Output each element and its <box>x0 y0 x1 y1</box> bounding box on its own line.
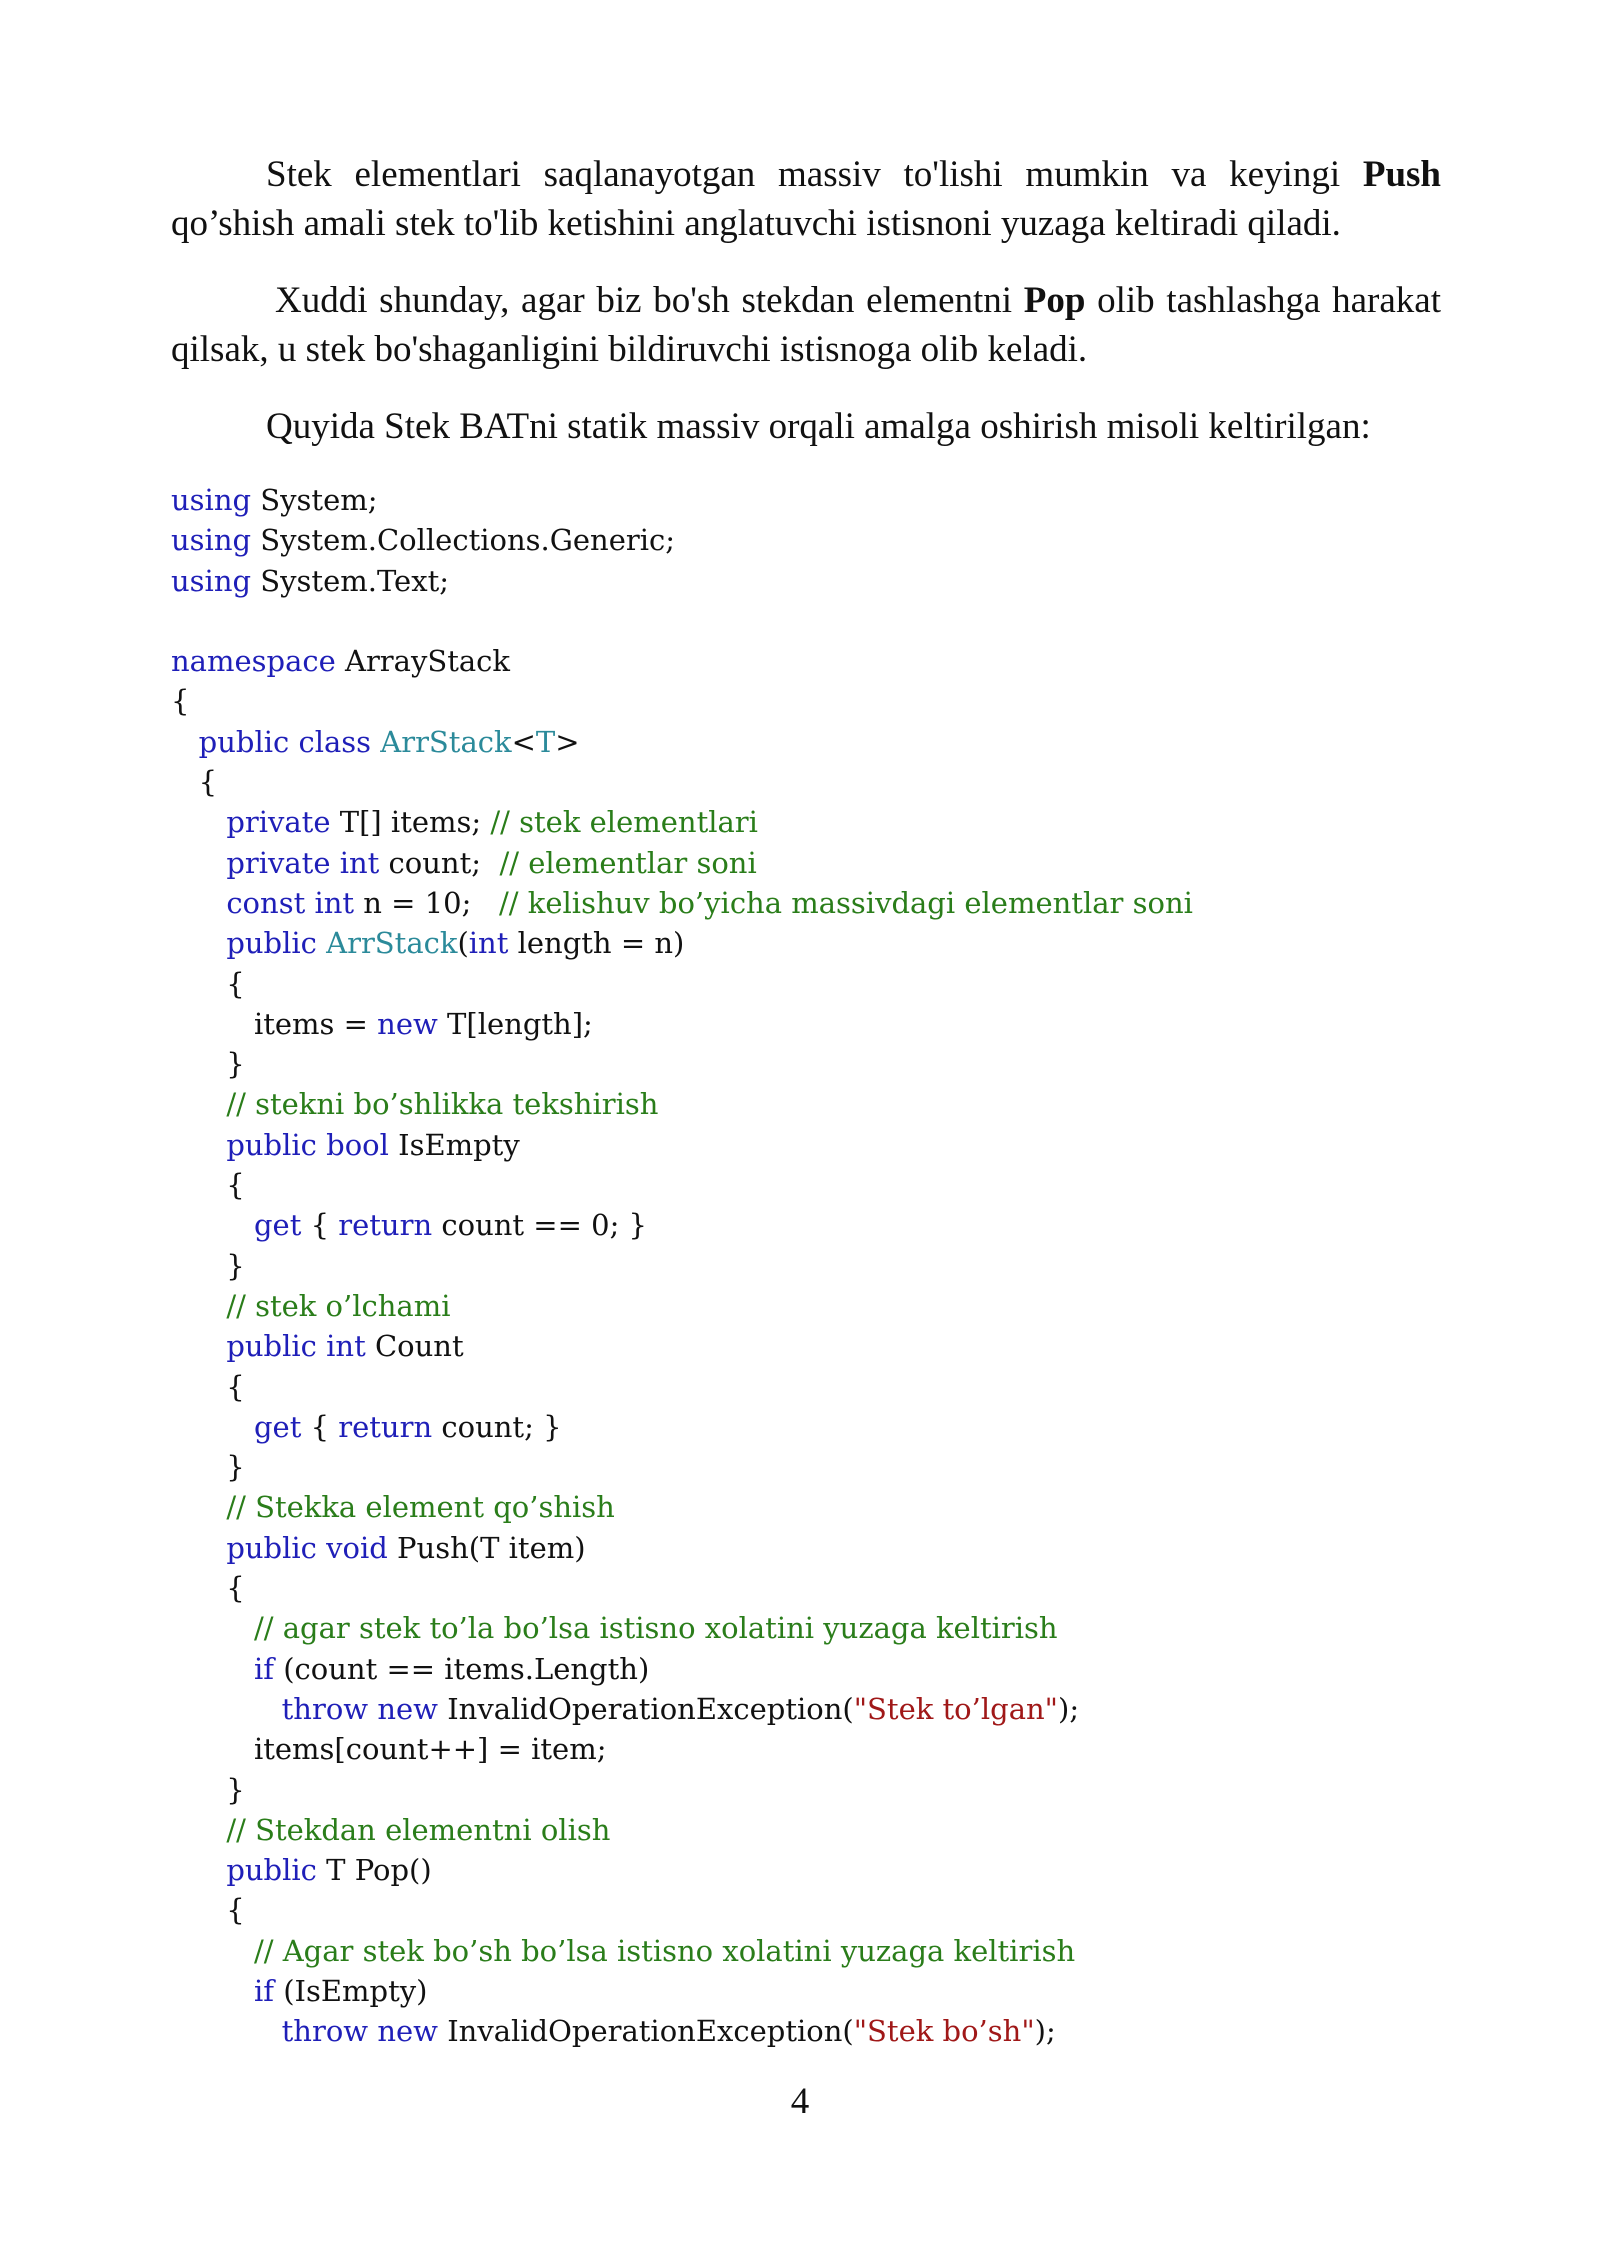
code-keyword: get <box>253 1208 302 1243</box>
code-text: (IsEmpty) <box>273 1973 428 2008</box>
code-line <box>171 1689 1471 1729</box>
code-text: System.Collections.Generic; <box>251 523 676 558</box>
code-keyword: using <box>171 563 252 598</box>
code-text <box>171 846 226 880</box>
code-keyword: if <box>253 1651 274 1686</box>
code-text: { <box>301 1208 339 1243</box>
bold-term-push: Push <box>1362 154 1441 195</box>
code-line <box>171 1528 1471 1568</box>
code-text: { <box>171 1571 245 1606</box>
code-text <box>171 1329 226 1363</box>
code-text: items = <box>171 1006 378 1041</box>
code-line <box>171 722 1471 762</box>
code-keyword: new <box>377 1006 438 1041</box>
code-text: count; } <box>432 1409 562 1444</box>
code-comment: // Stekka element qo’shish <box>226 1490 615 1525</box>
code-line <box>171 802 1471 842</box>
code-text <box>171 1289 226 1323</box>
code-keyword: return <box>338 1208 433 1243</box>
code-keyword: const int <box>226 885 355 920</box>
code-comment: // Agar stek bo’sh bo’lsa istisno xolatini yuzaga keltirish <box>253 1933 1076 1968</box>
code-text <box>171 1490 226 1524</box>
code-keyword: throw new <box>281 2014 438 2049</box>
code-keyword: public <box>226 1853 317 1888</box>
page-number: 4 <box>790 2081 810 2122</box>
code-line <box>171 1971 1471 2011</box>
code-text <box>317 926 326 960</box>
code-line <box>171 1931 1471 1971</box>
code-text: { <box>301 1409 339 1444</box>
code-text: { <box>171 684 190 719</box>
code-text: InvalidOperationException( <box>437 2014 854 2049</box>
code-text <box>171 1087 226 1121</box>
code-text <box>171 886 226 920</box>
paragraph-push-overflow <box>171 150 1441 248</box>
code-line <box>171 883 1471 923</box>
code-line <box>171 1165 1471 1205</box>
code-line <box>171 1890 1471 1930</box>
code-line <box>171 1044 1471 1084</box>
paragraph-text: Xuddi shunday, agar biz bo'sh stekdan elementni <box>275 280 1024 321</box>
code-text: (count == items.Length) <box>273 1651 650 1686</box>
code-keyword: get <box>253 1409 302 1444</box>
code-text: InvalidOperationException( <box>437 1691 854 1726</box>
code-line <box>171 1770 1471 1810</box>
code-listing <box>171 480 1471 2052</box>
code-type-name: ArrStack <box>326 926 458 961</box>
code-line <box>171 1205 1471 1245</box>
code-text: { <box>171 966 245 1001</box>
code-keyword: private int <box>226 845 380 880</box>
code-line <box>171 1487 1471 1527</box>
code-text: System; <box>251 483 378 517</box>
paragraph-text: Quyida Stek BATni statik massiv orqali amalga oshirish misoli keltirilgan: <box>266 406 1371 447</box>
code-line <box>171 1810 1471 1850</box>
code-type-name: ArrStack <box>380 724 512 759</box>
code-text: count; <box>379 845 500 880</box>
code-comment: // stek o’lchami <box>226 1288 451 1323</box>
code-text <box>171 1974 254 2008</box>
code-text: { <box>171 765 218 800</box>
code-line <box>171 1850 1471 1890</box>
code-keyword: public class <box>198 724 372 759</box>
code-line <box>171 1286 1471 1326</box>
code-line <box>171 480 1471 520</box>
code-text <box>171 725 199 759</box>
code-keyword: throw new <box>281 1691 438 1726</box>
code-comment: // Stekdan elementni olish <box>226 1812 611 1847</box>
code-keyword: namespace <box>171 644 336 679</box>
code-line <box>171 1326 1471 1366</box>
code-line <box>171 1367 1471 1407</box>
code-text: { <box>171 1369 245 1404</box>
code-text: Push(T item) <box>387 1530 586 1565</box>
paragraph-text: qo’shish amali stek to'lib ketishini anglatuvchi istisnoni yuzaga keltiradi qiladi. <box>171 203 1341 244</box>
code-text: } <box>171 1047 245 1082</box>
code-comment: // kelishuv bo’yicha massivdagi elementlar soni <box>499 885 1193 920</box>
code-keyword: private <box>226 805 331 840</box>
code-keyword: public bool <box>226 1127 389 1162</box>
code-keyword: public int <box>226 1329 366 1364</box>
code-text: n = 10; <box>354 885 500 920</box>
code-line <box>171 1125 1471 1165</box>
code-text: } <box>171 1450 245 1485</box>
code-line <box>171 762 1471 802</box>
code-line <box>171 2011 1471 2051</box>
bold-term-pop: Pop <box>1023 280 1086 321</box>
code-type-name: T <box>535 724 556 759</box>
code-text: } <box>171 1248 245 1283</box>
code-text <box>171 1652 254 1686</box>
code-comment: // agar stek to’la bo’lsa istisno xolatini yuzaga keltirish <box>253 1611 1058 1646</box>
code-text <box>371 725 380 759</box>
code-text: > <box>555 724 580 759</box>
code-line <box>171 1004 1471 1044</box>
code-text <box>171 1692 282 1726</box>
code-text: ); <box>1034 2014 1056 2049</box>
code-text <box>171 1813 226 1847</box>
paragraph-example-intro <box>171 402 1441 451</box>
code-keyword: using <box>171 523 252 558</box>
code-comment: // elementlar soni <box>499 845 757 880</box>
code-text <box>171 1934 254 1968</box>
code-line <box>171 1246 1471 1286</box>
code-line <box>171 520 1471 560</box>
code-line <box>171 1608 1471 1648</box>
code-line <box>171 1649 1471 1689</box>
code-text: Count <box>365 1329 464 1364</box>
code-keyword: using <box>171 483 252 517</box>
code-string: "Stek bo’sh" <box>853 2014 1035 2049</box>
code-line <box>171 1084 1471 1124</box>
paragraph-text: olib tashlashga harakat qilsak, u stek bo'shaganligini bildiruvchi istisnoga olib keladi. <box>171 280 1441 370</box>
code-text <box>171 2014 282 2048</box>
code-keyword: public <box>226 926 317 961</box>
code-text: T Pop() <box>316 1853 432 1888</box>
code-text <box>171 1410 254 1444</box>
code-comment: // stek elementlari <box>490 805 758 840</box>
code-line <box>171 641 1471 681</box>
code-string: "Stek to’lgan" <box>853 1691 1059 1726</box>
code-text <box>171 926 226 960</box>
code-text: T[length]; <box>437 1006 593 1041</box>
code-text: ArrayStack <box>335 644 510 679</box>
paragraph-text: Stek elementlari saqlanayotgan massiv to'lishi mumkin va keyingi <box>266 154 1363 195</box>
code-text: < <box>511 724 536 759</box>
code-text <box>171 1208 254 1242</box>
code-text: ); <box>1058 1691 1080 1726</box>
code-keyword: int <box>468 926 509 961</box>
code-line <box>171 843 1471 883</box>
code-line <box>171 1407 1471 1447</box>
code-comment: // stekni bo’shlikka tekshirish <box>226 1087 659 1122</box>
code-line <box>171 923 1471 963</box>
code-line <box>171 964 1471 1004</box>
code-text <box>171 1531 226 1565</box>
code-line <box>171 1729 1471 1769</box>
code-text: } <box>171 1772 245 1807</box>
code-text <box>171 805 226 839</box>
code-line <box>171 561 1471 601</box>
code-text: count == 0; } <box>432 1208 648 1243</box>
code-line <box>171 601 1471 641</box>
code-text: IsEmpty <box>388 1127 520 1162</box>
code-text <box>171 1853 226 1887</box>
code-text: T[] items; <box>330 805 491 840</box>
code-line <box>171 1447 1471 1487</box>
code-keyword: return <box>338 1409 433 1444</box>
paragraph-pop-underflow <box>171 276 1441 374</box>
code-text: ( <box>457 926 469 961</box>
code-text: length = n) <box>508 926 685 961</box>
code-text: System.Text; <box>251 563 449 598</box>
code-line <box>171 681 1471 721</box>
code-text: { <box>171 1893 245 1928</box>
code-text: { <box>171 1168 245 1203</box>
code-text <box>171 1611 254 1645</box>
code-keyword: public void <box>226 1530 388 1565</box>
code-keyword: if <box>253 1973 274 2008</box>
code-text: items[count++] = item; <box>171 1732 607 1767</box>
code-text <box>171 1128 226 1162</box>
code-line <box>171 1568 1471 1608</box>
